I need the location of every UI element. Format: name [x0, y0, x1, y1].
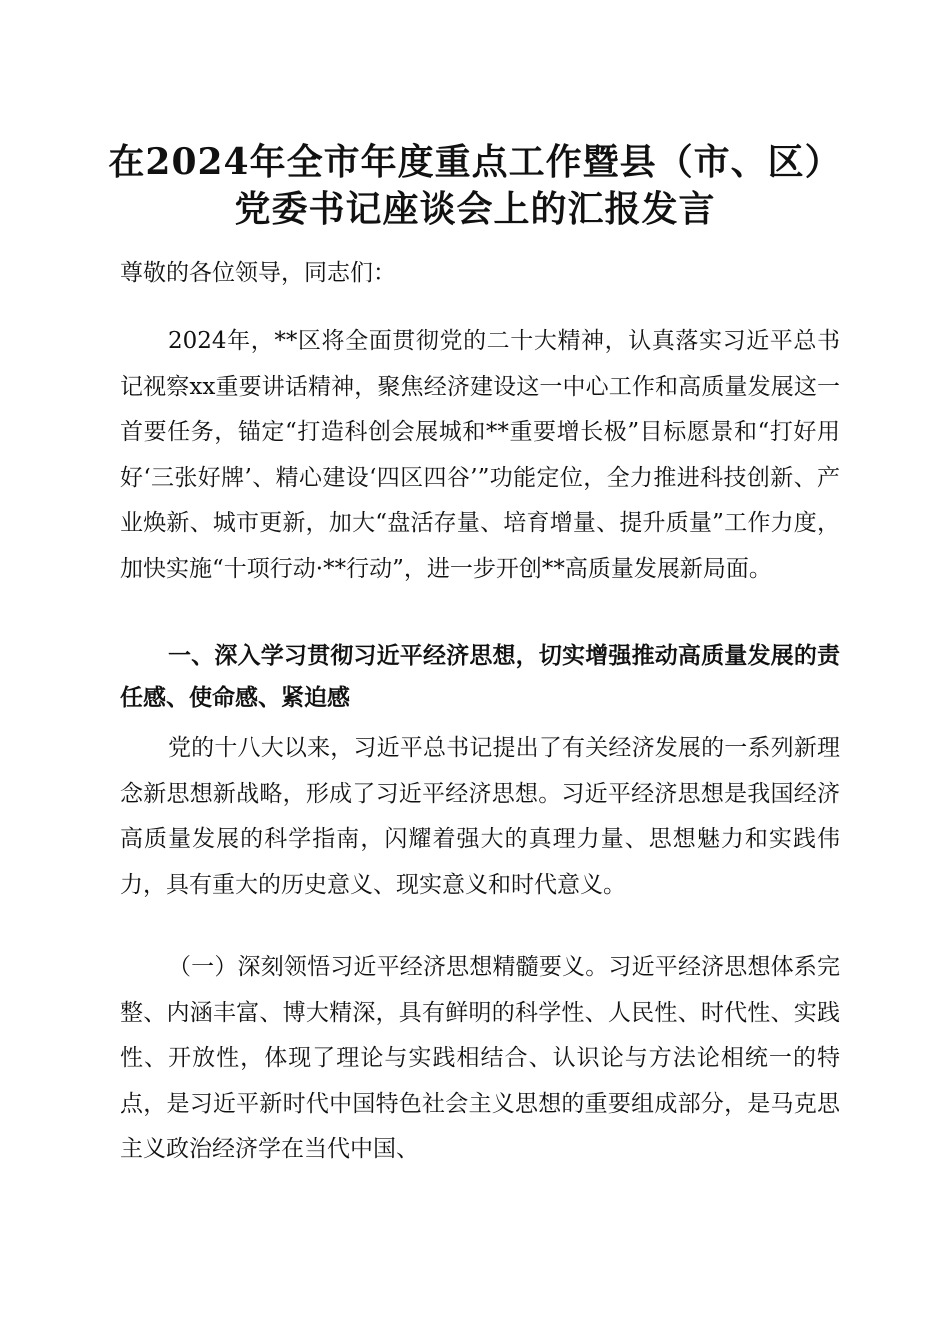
paragraph-subsection-1: [120, 945, 840, 1173]
document-title-line-1: 在2024年全市年度重点工作暨县（市、区）: [108, 141, 842, 183]
subsection-body-1: 习近平经济思想体系完整、内涵丰富、博大精深，具有鲜明的科学性、人民性、时代性、实践性、开放性，体现了理论与实践相结合、认识论与方法论相统一的特点，是习近平新时代中国特色社会主义思想的重要组成部分，是马克思主义政治经济学在当代中国、: [120, 954, 841, 1162]
salutation: 尊敬的各位领导，同志们：: [120, 260, 396, 286]
subsection-heading-1: （一）深刻领悟习近平经济思想精髓要义。: [168, 954, 609, 980]
document-title-line-2: 党委书记座谈会上的汇报发言: [234, 188, 716, 230]
paragraph-section-1: 党的十八大以来，习近平总书记提出了有关经济发展的一系列新理念新思想新战略，形成了习近平经济思想。习近平经济思想是我国经济高质量发展的科学指南，闪耀着强大的真理力量、思想魅力和实践伟力，具有重大的历史意义、现实意义和时代意义。: [120, 735, 840, 898]
paragraph-intro: 2024年，**区将全面贯彻党的二十大精神，认真落实习近平总书记视察xx重要讲话精神，聚焦经济建设这一中心工作和高质量发展这一首要任务，锚定“打造科创会展城和**重要增长极”目标愿景和“打好用好‘三张好牌’、精心建设‘四区四谷’”功能定位，全力推进科技创新、产业焕新、城市更新，加大“盘活存量、培育增量、提升质量”工作力度，加快实施“十项行动·**行动”，进一步开创**高质量发展新局面。: [120, 328, 840, 582]
section-heading-1: 一、深入学习贯彻习近平经济思想，切实增强推动高质量发展的责任感、使命感、紧迫感: [120, 643, 840, 711]
